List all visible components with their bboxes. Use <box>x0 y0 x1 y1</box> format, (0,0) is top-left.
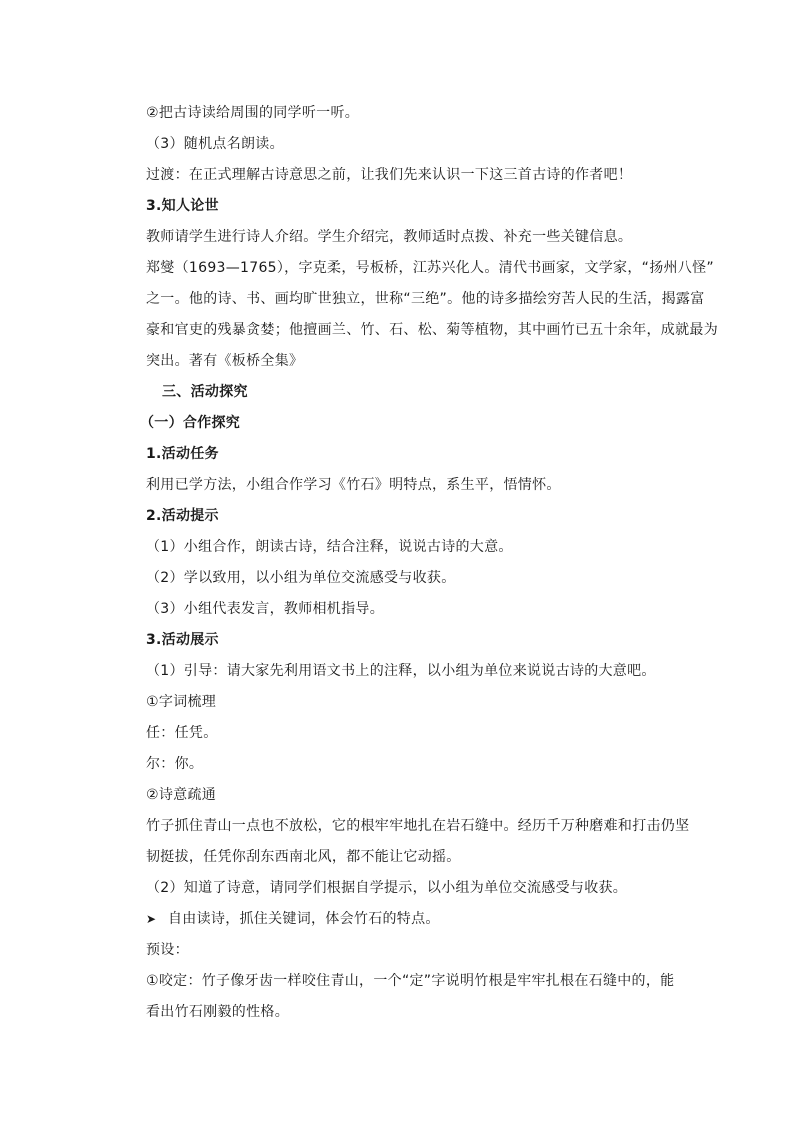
text-line: 韧挺拔，任凭你刮东西南北风，都不能让它动摇。 <box>146 849 461 865</box>
text-line: ②诗意疏通 <box>146 787 217 803</box>
subsection-heading: 1.活动任务 <box>146 446 219 462</box>
text-line: 突出。著有《板桥全集》 <box>146 353 304 369</box>
section-heading: 3.知人论世 <box>146 198 219 214</box>
text-line: （3）小组代表发言，教师相机指导。 <box>146 601 385 617</box>
text-line: 利用已学方法，小组合作学习《竹石》明特点，系生平，悟情怀。 <box>146 477 561 493</box>
text-line: （2）学以致用，以小组为单位交流感受与收获。 <box>146 570 456 586</box>
text-line: 之一。他的诗、书、画均旷世独立，世称“三绝”。他的诗多描绘穷苦人民的生活，揭露富 <box>146 291 705 307</box>
bullet-text: 自由读诗，抓住关键词，体会竹石的特点。 <box>168 911 440 927</box>
text-line: ①字词梳理 <box>146 694 217 710</box>
text-line: 豪和官吏的残暴贪婪；他擅画兰、竹、石、松、菊等植物，其中画竹已五十余年，成就最为 <box>146 322 718 338</box>
text-line: （1）引导：请大家先利用语文书上的注释，以小组为单位来说说古诗的大意吧。 <box>146 663 656 679</box>
text-line: 看出竹石刚毅的性格。 <box>146 1004 289 1020</box>
text-line: ①咬定：竹子像牙齿一样咬住青山，一个“定”字说明竹根是牢牢扎根在石缝中的，能 <box>146 973 675 989</box>
text-line: 预设： <box>146 942 189 958</box>
text-line: （3）随机点名朗读。 <box>146 136 284 152</box>
text-line: 郑燮（1693—1765），字克柔，号板桥，江苏兴化人。清代书画家，文学家，“扬州八怪” <box>146 260 714 276</box>
subsection-heading: 2.活动提示 <box>146 508 219 524</box>
bullet-item <box>146 909 686 929</box>
text-line: 竹子抓住青山一点也不放松，它的根牢牢地扎在岩石缝中。经历千万种磨难和打击仍坚 <box>146 818 690 834</box>
text-line: （2）知道了诗意，请同学们根据自学提示，以小组为单位交流感受与收获。 <box>146 880 628 896</box>
text-line: 任：任凭。 <box>146 725 218 741</box>
section-heading: 三、活动探究 <box>162 384 248 400</box>
text-line: （1）小组合作，朗读古诗，结合注释，说说古诗的大意。 <box>146 539 513 555</box>
text-line: 尔：你。 <box>146 756 204 772</box>
text-line: ②把古诗读给周围的同学听一听。 <box>146 105 360 121</box>
subsection-heading: （一）合作探究 <box>140 415 241 431</box>
subsection-heading: 3.活动展示 <box>146 632 219 648</box>
text-line: 教师请学生进行诗人介绍。学生介绍完，教师适时点拨、补充一些关键信息。 <box>146 229 633 245</box>
text-line: 过渡：在正式理解古诗意思之前，让我们先来认识一下这三首古诗的作者吧！ <box>146 167 633 183</box>
arrow-bullet-icon: ➤ <box>146 912 157 926</box>
